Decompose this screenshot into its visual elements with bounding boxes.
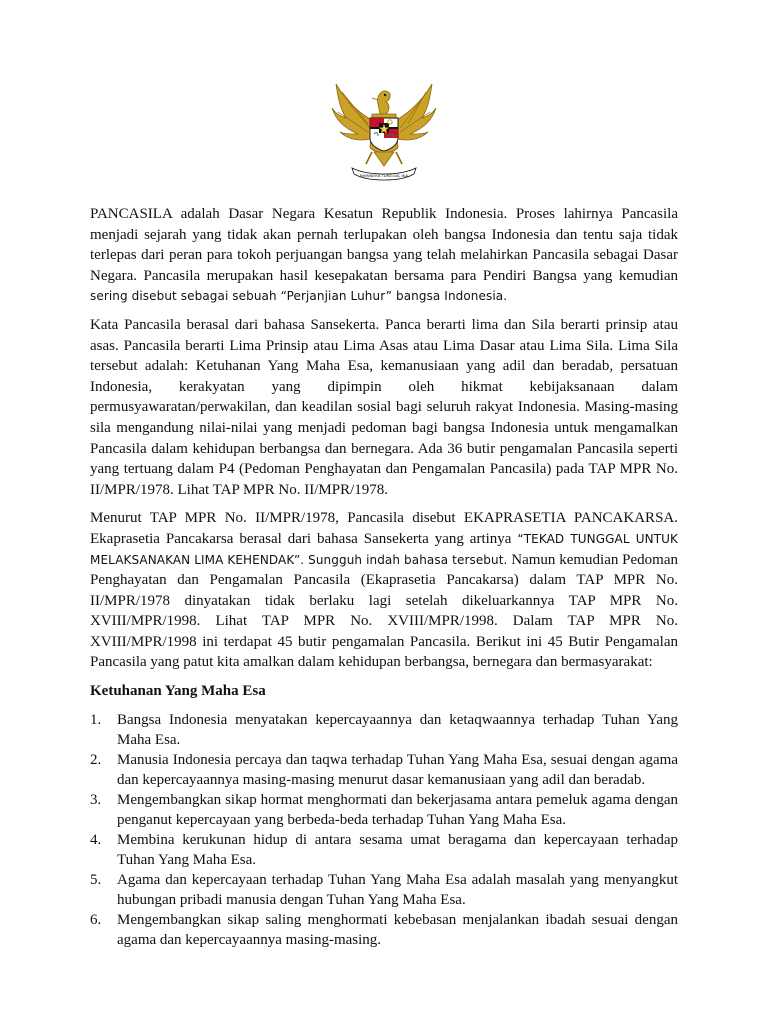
- butir-list: [90, 710, 678, 950]
- garuda-head: [378, 91, 391, 114]
- list-item: 5. Agama dan kepercayaan terhadap Tuhan Yang Maha Esa adalah masalah yang menyangkut hubungan pribadi manusia dengan Tuhan Yang Maha Esa.: [90, 872, 678, 909]
- document-body: [90, 204, 678, 950]
- garuda-pancasila-emblem: [328, 78, 440, 184]
- list-item: 4. Membina kerukunan hidup di antara sesama umat beragama dan kepercayaan terhadap Tuhan Yang Maha Esa.: [90, 832, 678, 869]
- section-heading: Ketuhanan Yang Maha Esa: [90, 683, 266, 700]
- paragraph-definition: Kata Pancasila berasal dari bahasa Sansekerta. Panca berarti lima dan Sila berarti prinsip atau asas. Pancasila berarti Lima Prinsip atau Lima Asas atau Lima Dasar atau Lima Sila. Lima Sila tersebut adalah: Ketuhanan Yang Maha Esa, kemanusiaan yang adil dan beradab, persatuan Indonesia, kerakyatan yang dipimpin oleh hikmat kebijaksanaan dalam permusyawaratan/perwakilan, dan keadilan sosial bagi seluruh rakyat Indonesia. Masing-masing sila mengandung nilai-nilai yang menjadi pedoman bagi bangsa Indonesia untuk mengamalkan Pancasila dalam kehidupan berbangsa dan bernegara. Ada 36 butir pengamalan Pancasila seperti yang tertuang dalam P4 (Pedoman Penghayatan dan Pengamalan Pancasila) pada TAP MPR No. II/MPR/1978. Lihat TAP MPR No. II/MPR/1978.: [90, 316, 678, 498]
- garuda-tail: [374, 152, 394, 166]
- shield: [370, 118, 398, 151]
- paragraph-tap-mpr: Menurut TAP MPR No. II/MPR/1978, Pancasila disebut EKAPRASETIA PANCAKARSA. Ekaprasetia Pancakarsa berasal dari bahasa Sansekerta yang artinya “TEKAD TUNGGAL UNTUK MELAKSANAKAN LIMA KEHENDAK”. Sungguh indah bahasa tersebut. Namun kemudian Pedoman Penghayatan dan Pengamalan Pancasila (Ekaprasetia Pancakarsa) dalam TAP MPR No. II/MPR/1978 dinyatakan tidak berlaku lagi setelah dikeluarkannya TAP MPR No. XVIII/MPR/1998. Lihat TAP MPR No. XVIII/MPR/1998. Dalam TAP MPR No. XVIII/MPR/1998 ini terdapat 45 butir pengamalan Pancasila. Berikut ini 45 Butir Pengamalan Pancasila yang patut kita amalkan dalam kehidupan berbangsa, bernegara dan bermasyarakat:: [90, 510, 679, 671]
- list-item: 1. Bangsa Indonesia menyatakan kepercayaannya dan ketaqwaannya terhadap Tuhan Yang Maha Esa.: [90, 712, 678, 749]
- svg-text:BHINNEKA TUNGGAL IKA: BHINNEKA TUNGGAL IKA: [359, 173, 409, 178]
- list-item: 3. Mengembangkan sikap hormat menghormati dan bekerjasama antara pemeluk agama dengan penganut kepercayaan yang berbeda-beda terhadap Tuhan Yang Maha Esa.: [90, 792, 678, 829]
- list-item: 6. Mengembangkan sikap saling menghormati kebebasan menjalankan ibadah sesuai dengan agama dan kepercayaannya masing-masing.: [90, 912, 678, 949]
- list-item: 2. Manusia Indonesia percaya dan taqwa terhadap Tuhan Yang Maha Esa, sesuai dengan agama dan kepercayaannya masing-masing menurut dasar kemanusiaan yang adil dan beradab.: [90, 752, 678, 789]
- paragraph-intro: PANCASILA adalah Dasar Negara Kesatun Republik Indonesia. Proses lahirnya Pancasila menjadi sejarah yang tidak akan pernah terlupakan oleh bangsa Indonesia dan tentu saja tidak terlepas dari peran para tokoh perjuangan bangsa yang telah melahirkan Pancasila sebagai Dasar Negara. Pancasila merupakan hasil kesepakatan bersama para Pendiri Bangsa yang kemudian sering disebut sebagai sebuah “Perjanjian Luhur” bangsa Indonesia.: [90, 206, 678, 304]
